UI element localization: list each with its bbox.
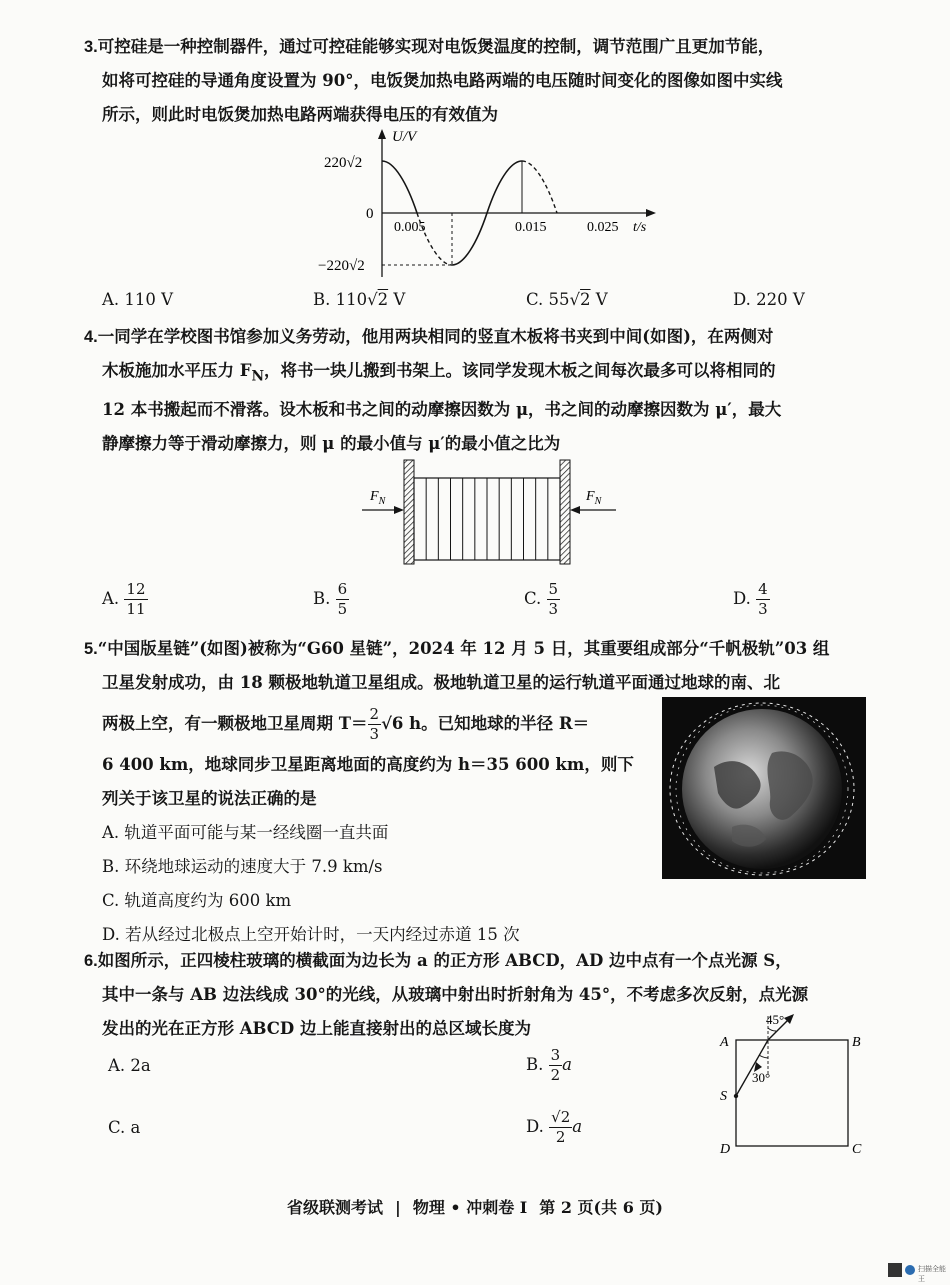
q6-label-d: D: [720, 1142, 731, 1157]
q4-option-c-letter: C.: [524, 589, 542, 608]
q4-option-b-numerator: 6: [337, 580, 348, 598]
q4-option-d[interactable]: [733, 580, 770, 619]
q3-y-label: U/V: [392, 129, 417, 145]
q3-number: 3.: [84, 38, 98, 56]
q6-angle-arc-out: [768, 1028, 776, 1031]
q4-text-4: 静摩擦力等于滑动摩擦力，则 μ 的最小值与 μ′的最小值之比为: [102, 434, 561, 454]
q4-number: 4.: [84, 328, 98, 346]
q4-option-b-denominator: 5: [337, 600, 348, 618]
q5-period-numerator: 2: [369, 705, 380, 723]
q3-text-1: 可控硅是一种控制器件，通过可控硅能够实现对电饭煲温度的控制，调节范围广且更加节能，: [97, 37, 775, 56]
q4-option-b-fraction: [336, 580, 350, 619]
q3-option-d[interactable]: D. 220 V: [733, 290, 805, 309]
q3-option-b[interactable]: [313, 290, 405, 309]
scanner-watermark: 扫描全能王: [918, 1265, 946, 1283]
q6-square-abcd: [736, 1040, 848, 1146]
q5-option-d[interactable]: D. 若从经过北极点上空开始计时，一天内经过赤道 15 次: [102, 925, 520, 944]
question-4: [84, 320, 781, 461]
q6-option-b-letter: B.: [526, 1055, 544, 1074]
q3-tick-0025: 0.025: [587, 220, 619, 235]
footer-subject: 物理 • 冲刺卷 I: [412, 1198, 528, 1217]
q3-option-c-radicand: 2: [580, 290, 591, 309]
q3-voltage-graph: [310, 125, 670, 285]
q4-option-d-letter: D.: [733, 589, 751, 608]
q3-option-b-root: √2: [367, 290, 389, 309]
q3-option-c-root: √2: [569, 290, 591, 309]
q5-body: [102, 748, 634, 952]
q6-label-c: C: [852, 1142, 862, 1157]
q4-option-b-letter: B.: [313, 589, 331, 608]
q4-option-c-denominator: 3: [548, 600, 559, 618]
question-5: [84, 632, 829, 700]
q4-option-d-denominator: 3: [758, 600, 768, 618]
q5-text-4: 6 400 km，地球同步卫星距离地面的高度约为 h＝35 600 km，则下: [102, 755, 634, 774]
q4-left-force-label: $F_N$: [370, 489, 386, 507]
page-footer: [0, 1195, 950, 1218]
q6-option-d-numerator: √2: [551, 1108, 571, 1126]
q6-option-d-letter: D.: [526, 1117, 544, 1136]
q6-text-3: 发出的光在正方形 ABCD 边上能直接射出的总区域长度为: [102, 1019, 531, 1038]
q6-incident-ray: [736, 1040, 771, 1096]
footer-page-number: 第 2 页(共 6 页): [539, 1198, 663, 1217]
q6-option-b[interactable]: [526, 1046, 572, 1085]
q5-text-1: “中国版星链”(如图)被称为“G60 星链”，2024 年 12 月 5 日，其重要组成部分“千帆极轨”03 组: [97, 639, 830, 658]
q3-tick-0015: 0.015: [515, 220, 547, 235]
q3-y-axis-arrow: [378, 129, 386, 139]
q5-line-3: [102, 702, 589, 746]
scanner-logo-icon: [905, 1265, 915, 1275]
q3-option-c[interactable]: [526, 290, 608, 309]
q6-label-b: B: [852, 1035, 861, 1050]
q6-text-1: 如图所示，正四棱柱玻璃的横截面为边长为 a 的正方形 ABCD，AD 边中点有一个点光源 S，: [97, 951, 792, 970]
qr-code-icon: [888, 1263, 902, 1277]
q5-text-5: 列关于该卫星的说法正确的是: [102, 789, 317, 808]
q4-right-force-label: $F_N$: [586, 489, 602, 507]
q4-text-2a: 木板施加水平压力 F: [102, 361, 252, 380]
q3-origin-label: 0: [366, 206, 374, 222]
q4-option-c-numerator: 5: [548, 580, 559, 598]
q6-option-b-numerator: 3: [550, 1046, 561, 1064]
q6-option-b-variable: a: [562, 1055, 573, 1074]
q3-text-3: 所示，则此时电饭煲加热电路两端获得电压的有效值为: [102, 105, 498, 124]
q6-label-a: A: [720, 1035, 729, 1050]
q5-earth-image: [662, 697, 866, 879]
q6-label-s: S: [720, 1089, 727, 1104]
question-6: [84, 944, 808, 1046]
q4-right-force-head: [570, 506, 580, 514]
q3-x-label: t/s: [633, 220, 647, 235]
q4-left-force-head: [394, 506, 404, 514]
q4-option-d-numerator: 4: [758, 580, 768, 598]
q6-option-d[interactable]: [526, 1108, 582, 1147]
q4-right-board: [560, 460, 570, 564]
footer-separator: |: [395, 1198, 401, 1217]
q4-text-2b: ，将书一块儿搬到书架上。该同学发现木板之间每次最多可以将相同的: [264, 361, 776, 380]
q4-text-1: 一同学在学校图书馆参加义务劳动，他用两块相同的竖直木板将书夹到中间(如图)，在两侧对: [97, 327, 774, 346]
q6-angle-in-label: 30°: [752, 1070, 771, 1085]
q5-text-2: 卫星发射成功，由 18 颗极地轨道卫星组成。极地轨道卫星的运行轨道平面通过地球的南、北: [102, 673, 780, 692]
q3-y-bottom-label: −220√2: [318, 258, 365, 274]
q3-option-b-unit: V: [393, 290, 406, 309]
q6-angle-arc-in: [759, 1055, 768, 1058]
q6-number: 6.: [84, 952, 98, 970]
q4-text-3: 12 本书搬起而不滑落。设木板和书之间的动摩擦因数为 μ，书之间的动摩擦因数为 μ′，最大: [102, 400, 782, 420]
q5-option-b[interactable]: B. 环绕地球运动的速度大于 7.9 km/s: [102, 857, 383, 876]
q3-x-axis-arrow: [646, 209, 656, 217]
q4-option-a-denominator: 11: [126, 600, 146, 618]
q4-text-2: [84, 354, 781, 393]
q6-option-a[interactable]: A. 2a: [108, 1056, 151, 1075]
q5-earth-globe: [682, 709, 842, 869]
q3-option-a[interactable]: A. 110 V: [102, 290, 174, 309]
q3-line-1: [84, 30, 782, 64]
q6-option-b-denominator: 2: [550, 1066, 561, 1084]
q5-period-fraction: [368, 705, 382, 744]
q4-option-a[interactable]: [102, 580, 148, 619]
q4-option-d-fraction: [756, 580, 770, 619]
q5-line-1: [84, 632, 829, 666]
q6-point-source: [734, 1094, 738, 1098]
q3-wave-solid-1: [382, 161, 417, 213]
q3-option-c-unit: V: [595, 290, 608, 309]
q6-text-2: 其中一条与 AB 边法线成 30°的光线，从玻璃中射出时折射角为 45°，不考虑多次反射，点光源: [102, 985, 809, 1004]
q5-period-denominator: 3: [369, 725, 380, 743]
q6-option-d-variable: a: [572, 1117, 583, 1136]
q4-left-board: [404, 460, 414, 564]
q5-option-c[interactable]: C. 轨道高度约为 600 km: [102, 891, 292, 910]
q5-number: 5.: [84, 640, 98, 658]
q6-option-d-fraction: [549, 1108, 572, 1147]
q4-option-c-fraction: [547, 580, 561, 619]
q6-option-d-denominator: 2: [555, 1128, 566, 1146]
q5-option-a[interactable]: A. 轨道平面可能与某一经线圈一直共面: [102, 823, 389, 842]
q3-text-2: 如将可控硅的导通角度设置为 90°，电饭煲加热电路两端的电压随时间变化的图像如图中实线: [102, 71, 783, 90]
q4-books-figure: [360, 456, 620, 568]
q6-line-1: [84, 944, 808, 978]
q4-option-b[interactable]: [313, 580, 349, 619]
q4-line-1: [84, 320, 781, 354]
q6-option-b-fraction: [549, 1046, 563, 1085]
q4-option-c[interactable]: [524, 580, 560, 619]
q3-y-top-label: 220√2: [324, 155, 363, 171]
q6-square-figure: [710, 1006, 870, 1158]
q5-text-3a: 两极上空，有一颗极地卫星周期 T＝: [102, 714, 368, 733]
q5-text-3b: √6 h。已知地球的半径 R＝: [381, 714, 590, 733]
q3-option-b-value: B. 110: [313, 290, 368, 309]
q6-option-c[interactable]: C. a: [108, 1118, 141, 1137]
q4-text-2-sub: N: [251, 368, 265, 385]
q3-wave-dashed-2: [522, 161, 557, 213]
q3-tick-0005: 0.005: [394, 220, 426, 235]
q3-option-c-value: C. 55: [526, 290, 570, 309]
q6-angle-out-label: 45°: [766, 1012, 785, 1027]
footer-exam-name: 省级联测考试: [287, 1198, 384, 1217]
q4-option-a-numerator: 12: [126, 580, 146, 598]
q4-option-a-letter: A.: [102, 589, 120, 608]
q4-book-dividers: [426, 478, 548, 560]
q4-option-a-fraction: [124, 580, 147, 619]
question-3: [84, 30, 782, 132]
q3-option-b-radicand: 2: [377, 290, 389, 309]
